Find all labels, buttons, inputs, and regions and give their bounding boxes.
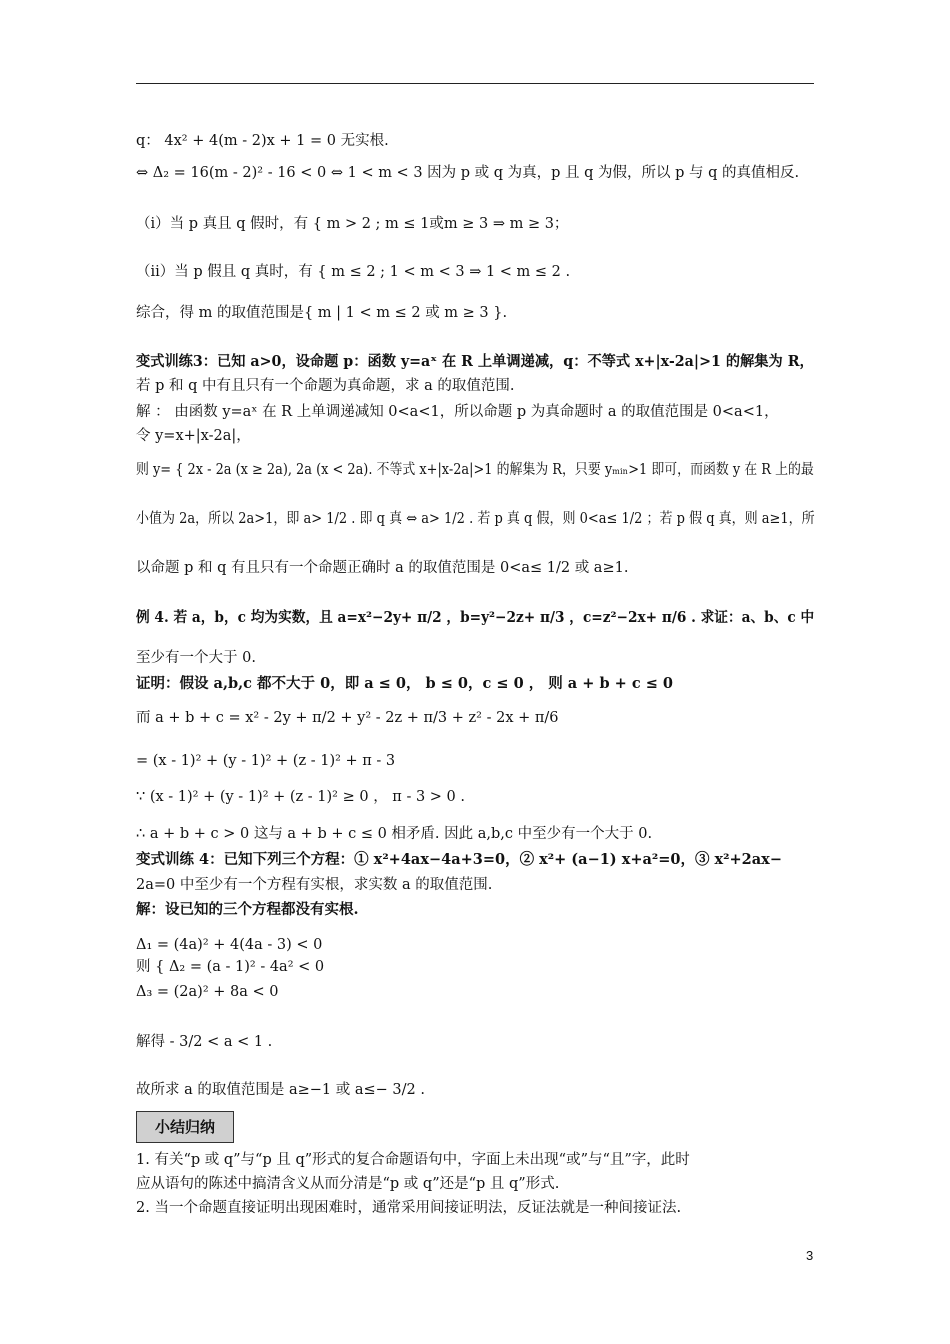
text-line: Δ₁ = (4a)² + 4(4a - 3) < 0 (136, 937, 323, 953)
text-line: 则 y= { 2x - 2a (x ≥ 2a), 2a (x < 2a). 不等式 x+|x-2a|>1 的解集为 R，只要 yₘᵢₙ>1 即可，而函数 y 在 R 上的最 (136, 462, 814, 478)
text-line: 变式训练3：已知 a>0，设命题 p：函数 y=aˣ 在 R 上单调递减，q：不等式 x+|x-2a|>1 的解集为 R， (136, 353, 814, 370)
text-line: 令 y=x+|x-2a|， (136, 428, 251, 444)
text-line: 证明：假设 a,b,c 都不大于 0，即 a ≤ 0， b ≤ 0，c ≤ 0 ， 则 a + b + c ≤ 0 (136, 675, 673, 692)
text-line: 例 4. 若 a，b，c 均为实数，且 a=x²−2y+ π/2 ，b=y²−2z+ π/3 ，c=z²−2x+ π/6 . 求证：a、b、c 中 (136, 609, 815, 626)
text-line: 解 ： 由函数 y=aˣ 在 R 上单调递减知 0<a<1，所以命题 p 为真命题时 a 的取值范围是 0<a<1， (136, 404, 779, 420)
text-line: 综合，得 m 的取值范围是{ m | 1 < m ≤ 2 或 m ≥ 3 }. (136, 305, 508, 321)
page-number: 3 (806, 1248, 814, 1263)
text-line: 应从语句的陈述中搞清含义从而分清是“p 或 q”还是“p 且 q”形式. (136, 1176, 560, 1192)
text-line: ∵ (x - 1)² + (y - 1)² + (z - 1)² ≥ 0 ， π - 3 > 0 . (136, 789, 465, 805)
text-line: 1. 有关“p 或 q”与“p 且 q”形式的复合命题语句中，字面上未出现“或”与“且”字，此时 (136, 1152, 690, 1168)
text-line: 而 a + b + c = x² - 2y + π/2 + y² - 2z + π/3 + z² - 2x + π/6 (136, 710, 559, 726)
text-line: 小值为 2a，所以 2a>1，即 a> 1/2 . 即 q 真 ⇔ a> 1/2 . 若 p 真 q 假，则 0<a≤ 1/2 ；若 p 假 q 真，则 a≥1，所 (136, 511, 815, 527)
text-line: ⇔ Δ₂ = 16(m - 2)² - 16 < 0 ⇔ 1 < m < 3 因为 p 或 q 为真，p 且 q 为假，所以 p 与 q 的真值相反. (136, 165, 800, 181)
text-line: 2. 当一个命题直接证明出现困难时，通常采用间接证明法，反证法就是一种间接证法. (136, 1200, 682, 1216)
text-line: 变式训练 4：已知下列三个方程：① x²+4ax−4a+3=0，② x²+ (a−1) x+a²=0，③ x²+2ax− (136, 851, 782, 868)
text-line: （ⅰ）当 p 真且 q 假时，有 { m > 2 ; m ≤ 1或m ≥ 3 ⇒ m ≥ 3； (136, 216, 569, 232)
header-rule (136, 83, 814, 84)
text-line: 至少有一个大于 0. (136, 650, 256, 666)
text-line: = (x - 1)² + (y - 1)² + (z - 1)² + π - 3 (136, 753, 396, 769)
text-line: ∴ a + b + c > 0 这与 a + b + c ≤ 0 相矛盾. 因此 a,b,c 中至少有一个大于 0. (136, 826, 653, 842)
text-line: Δ₃ = (2a)² + 8a < 0 (136, 984, 279, 1000)
text-line: q： 4x² + 4(m - 2)x + 1 = 0 无实根. (136, 133, 389, 149)
text-line: 解得 - 3/2 < a < 1 . (136, 1034, 273, 1050)
text-line: 故所求 a 的取值范围是 a≥−1 或 a≤− 3/2 . (136, 1082, 425, 1098)
text-line: 解：设已知的三个方程都没有实根. (136, 901, 359, 918)
summary-heading: 小结归纳 (136, 1111, 234, 1143)
text-line: （ⅱ）当 p 假且 q 真时，有 { m ≤ 2 ; 1 < m < 3 ⇒ 1 < m ≤ 2 . (136, 264, 571, 280)
text-line: 2a=0 中至少有一个方程有实根，求实数 a 的取值范围. (136, 877, 493, 893)
text-line: 则 { Δ₂ = (a - 1)² - 4a² < 0 (136, 959, 325, 975)
text-line: 若 p 和 q 中有且只有一个命题为真命题，求 a 的取值范围. (136, 378, 515, 394)
text-line: 以命题 p 和 q 有且只有一个命题正确时 a 的取值范围是 0<a≤ 1/2 或 a≥1. (136, 560, 629, 576)
